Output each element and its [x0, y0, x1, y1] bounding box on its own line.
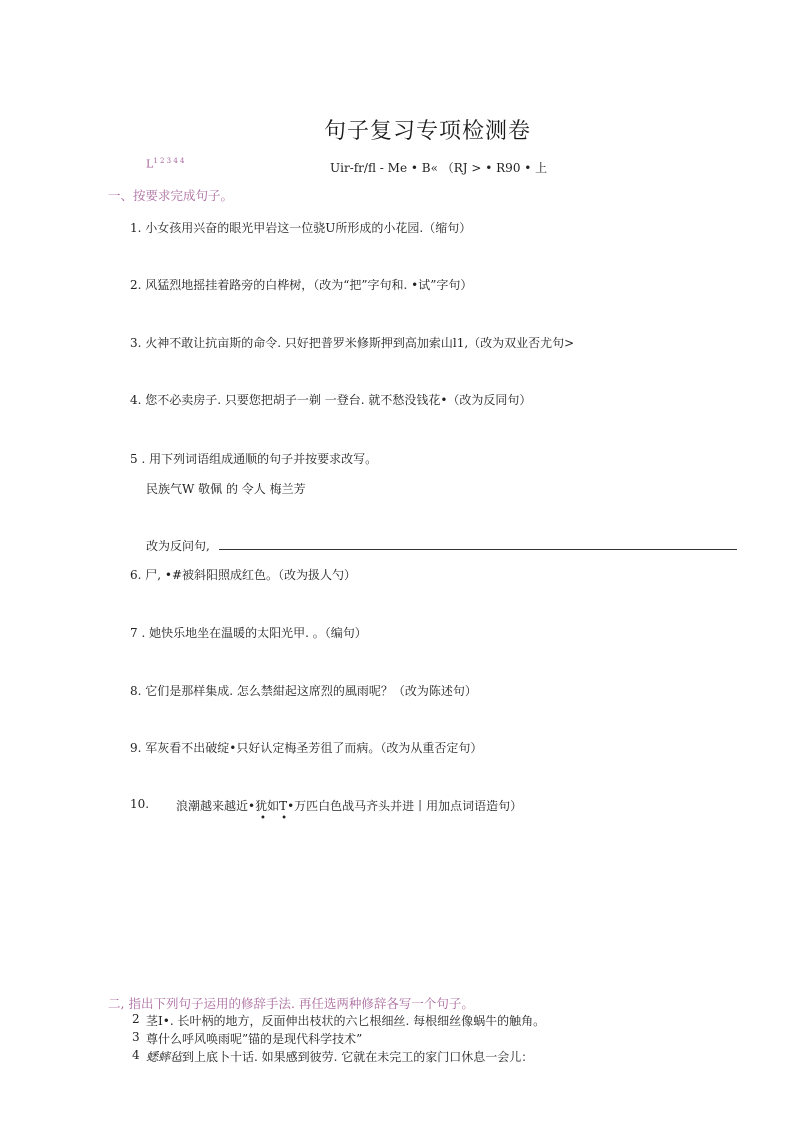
question-8: 8. 它们是那样集成. 怎么禁紺起这席烈的風雨呢？（改为陈述句）: [130, 684, 477, 698]
header-meta-line: Uir-fr/fl - Me • B« （RJ > • R90 • 上: [330, 161, 548, 175]
section-2-item-4: [146, 1048, 533, 1065]
question-2: 2. 风猛烈地摇挂着路旁的白桦树，（改为“把”字句和. •试”字句）: [130, 278, 473, 292]
section-2-item-4-rest: 到上底卜十话. 如果感到彼劳. 它就在未完工的家门口休息一会儿：: [182, 1050, 534, 1064]
question-9: 9. 军灰看不出破绽•只好认定梅圣芳徂了而病。（改为从重否定句）: [130, 741, 483, 755]
section-2-item-3-number: 3: [132, 1030, 140, 1044]
question-7: 7 . 她快乐地坐在温暖的太阳光甲. 。（编句）: [130, 626, 367, 640]
corner-mark-sup: 1 2 3 4 4: [153, 157, 185, 165]
question-5-change-label: 改为反问句,: [146, 539, 210, 553]
emphasis-dots: • •: [260, 813, 293, 824]
question-10: 浪潮越来越近•犹如T•万匹白色战马齐头并进丨用加点词语造句）: [176, 799, 523, 813]
question-5: 5 . 用下列词语组成通顺的句子并按要求改写。: [130, 452, 378, 466]
section-1-heading: 一、按要求完成句子。: [108, 188, 234, 203]
question-10-number: 10.: [130, 797, 150, 811]
question-5-words: 民族气W 敬佩 的 令人 梅兰芳: [146, 482, 306, 496]
question-4: 4. 您不必卖房子. 只要您把胡子一剃 一登台. 就不愁没钱花•（改为反同句）: [130, 393, 532, 407]
corner-mark-letter: L: [146, 157, 154, 171]
section-2-item-2-number: 2: [132, 1012, 140, 1026]
question-1: 1. 小女孩用兴奋的眼光甲岩这一位骁U所形成的小花园.（缩句）: [130, 221, 472, 235]
section-2-item-4-number: 4: [132, 1048, 140, 1062]
page-title: 句子复习专项检测卷: [324, 119, 532, 144]
section-2-item-3: 尊什么呼风唤雨呢”锚的是现代科学技术”: [146, 1032, 363, 1046]
answer-line: [219, 549, 737, 550]
section-2-item-2: 茎I•. 长叶柄的地方，反面伸出枝状的六匕根细丝. 每根细丝像蜗牛的触角。: [146, 1014, 546, 1028]
question-3: 3. 火神不敢让抗亩斯的命令. 只好把普罗米修斯押到高加索山l1,（改为双业否尤句>: [130, 336, 575, 350]
section-2-item-4-lead: 蟋蟀毡: [146, 1050, 183, 1064]
corner-mark: [146, 157, 184, 171]
section-2-heading: 二, 指出下列句子运用的修辞手法. 再任选两种修辞各写一个句子。: [108, 996, 474, 1011]
question-6: 6. 尸, •#被斜阳照成红色。（改为扱人勺）: [130, 568, 357, 582]
